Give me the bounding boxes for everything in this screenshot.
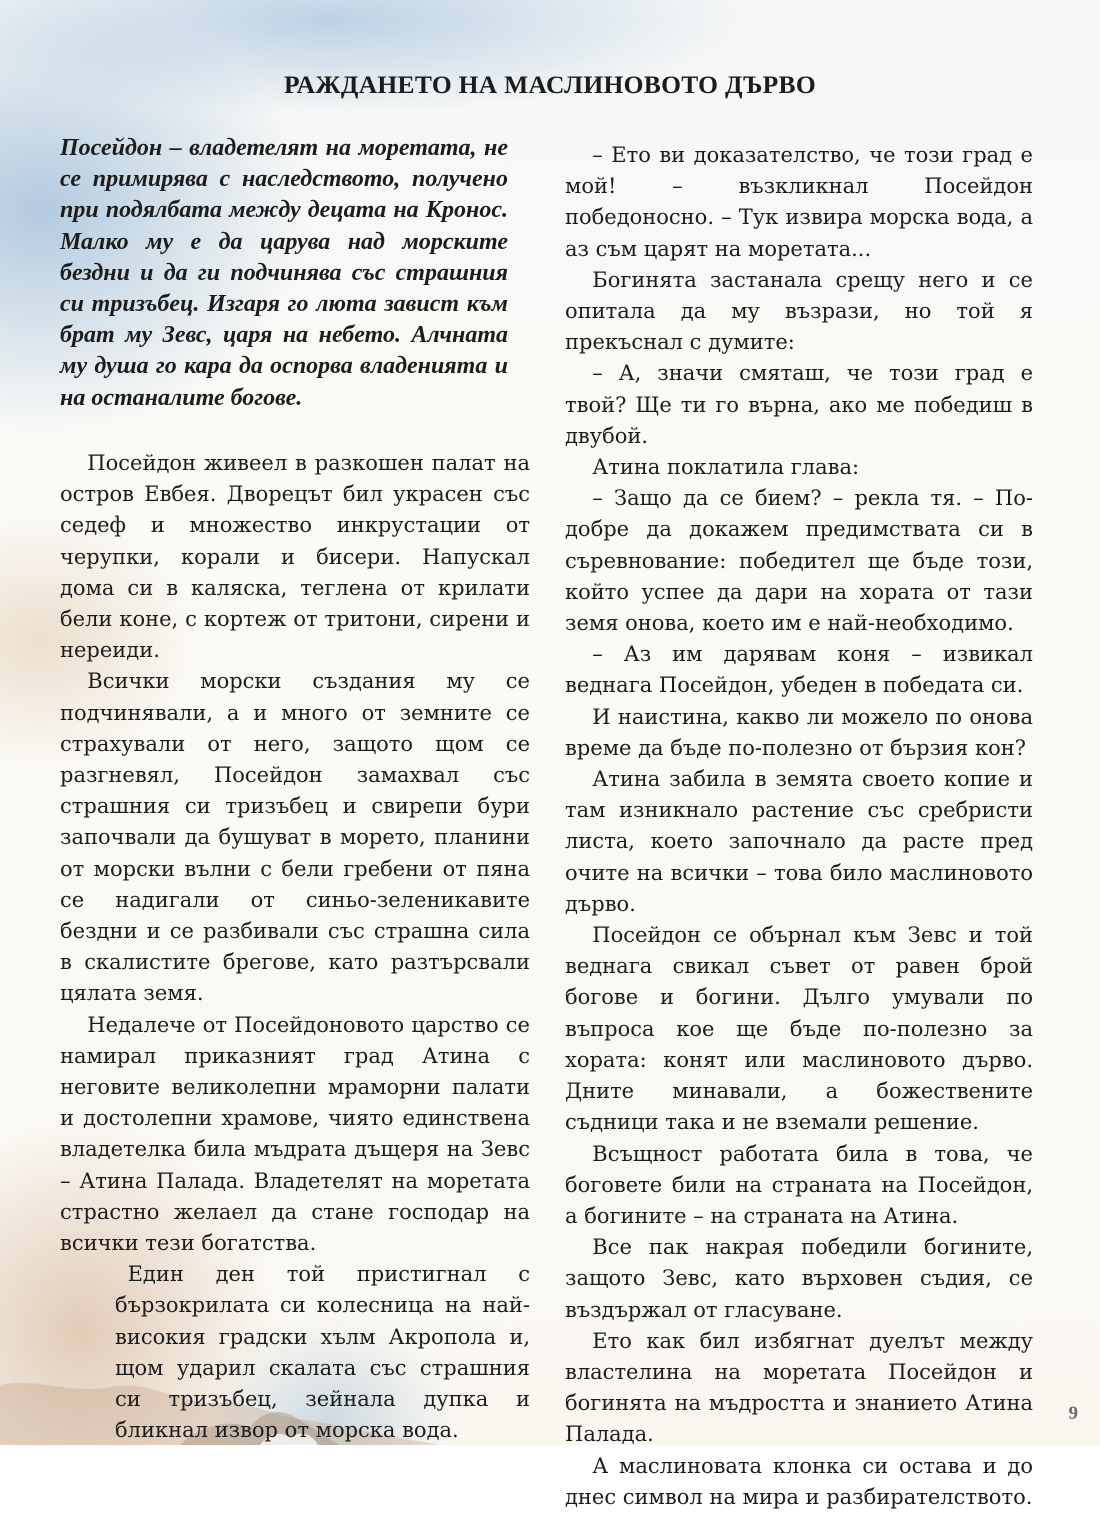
left-column bbox=[60, 448, 530, 1447]
story-paragraph: Богинята застанала срещу него и се опитала да му възрази, но той я прекъснал с думите: bbox=[565, 267, 1033, 355]
story-paragraph: – Защо да се бием? – рекла тя. – По-добре да докажем предимствата си в съревнование: победител ще бъде този, който успее да дари на хората от тази земя онова, което им е най-необходимо. bbox=[565, 486, 1033, 636]
story-paragraph: – Аз им дарявам коня – извикал веднага Посейдон, убеден в победата си. bbox=[565, 642, 1033, 698]
story-paragraph: Атина поклатила глава: bbox=[592, 455, 860, 480]
right-column bbox=[565, 140, 1033, 1513]
story-paragraph: Все пак накрая победили богините, защото Зевс, като върховен съдия, се въздържал от гласуване. bbox=[565, 1235, 1033, 1322]
story-paragraph: А маслиновата клонка си остава и до днес символ на мира и разбирателството. bbox=[565, 1453, 1033, 1509]
story-paragraph: И наистина, какво ли можело по онова време да бъде по-полезно от бързия кон? bbox=[565, 704, 1033, 760]
story-paragraph: Всъщност работата била в това, че боговете били на страната на Посейдон, а богините – на страната на Атина. bbox=[565, 1141, 1033, 1228]
story-paragraph: Ето как бил избягнат дуелът между властелина на моретата Посейдон и богинята на мъдростта и знанието Атина Палада. bbox=[565, 1328, 1033, 1447]
story-paragraph: Атина забила в земята своето копие и там изникнало растение със сребристи листа, което започнало да расте пред очите на всички – това било маслиновото дърво. bbox=[565, 767, 1033, 916]
story-title: РАЖДАНЕТО НА МАСЛИНОВОТО ДЪРВО bbox=[284, 70, 816, 99]
story-paragraph: – Ето ви доказателство, че този град е мой! – възкликнал Посейдон победоносно. – Тук извира морска вода, а аз съм царят на моретата... bbox=[565, 143, 1033, 261]
story-paragraph: Посейдон живеел в разкошен палат на остров Евбея. Дворецът бил украсен със седеф и множество инкрустации от черупки, корали и бисери. Напускал дома си в каляска, теглена от крилати бели коне, с кортеж от тритони, сирени и нереиди. bbox=[60, 451, 530, 663]
intro-paragraph: Посейдон – владетелят на моретата, не се примирява с наследството, получено при подялбата между децата на Кронос. Малко му е да царува над морските бездни и да ги подчинява със страшния си тризъбец. Изгаря го люта завист към брат му Зевс, царя на небето. Алчната му душа го кара да оспорва владенията и на останалите богове. bbox=[60, 135, 508, 411]
story-paragraph: Недалече от Посейдоновото царство се намирал приказният град Атина с неговите великолепни мраморни палати и достолепни храмове, чиято единствена владетелка била мъдрата дъщеря на Зевс – Атина Палада. Владетелят на моретата страстно желаел да стане господар на всички тези богатства. bbox=[60, 1012, 530, 1256]
story-paragraph: Посейдон се обърнал към Зевс и той веднага свикал съвет от равен брой богове и богини. Дълго умували по въпроса кое ще бъде по-полезно за хората: конят или маслиновото дърво. Дните минавали, а божествените съдници така и не вземали решение. bbox=[565, 923, 1033, 1135]
page-number: 9 bbox=[1068, 1403, 1078, 1424]
story-paragraph: – А, значи смяташ, че този град е твой? Ще ти го върна, ако ме победиш в двубой. bbox=[565, 361, 1033, 448]
story-paragraph: Един ден той пристигнал с бързокрилата си колесница на най-високия градски хълм Акропола и, щом ударил скалата със страшния си тризъбец, зейнала дупка и бликнал извор от морска вода. bbox=[115, 1262, 530, 1443]
story-paragraph: Всички морски създания му се подчинявали, а и много от земните се страхували от него, защото щом се разгневял, Посейдон замахвал със страшния си тризъбец и свирепи бури започвали да бушуват в морето, планини от морски вълни с бели гребени от пяна се надигали от синьо-зеленикавите бездни и се разбивали със страшна сила в скалистите брегове, като разтърсвали цялата земя. bbox=[60, 669, 530, 1006]
